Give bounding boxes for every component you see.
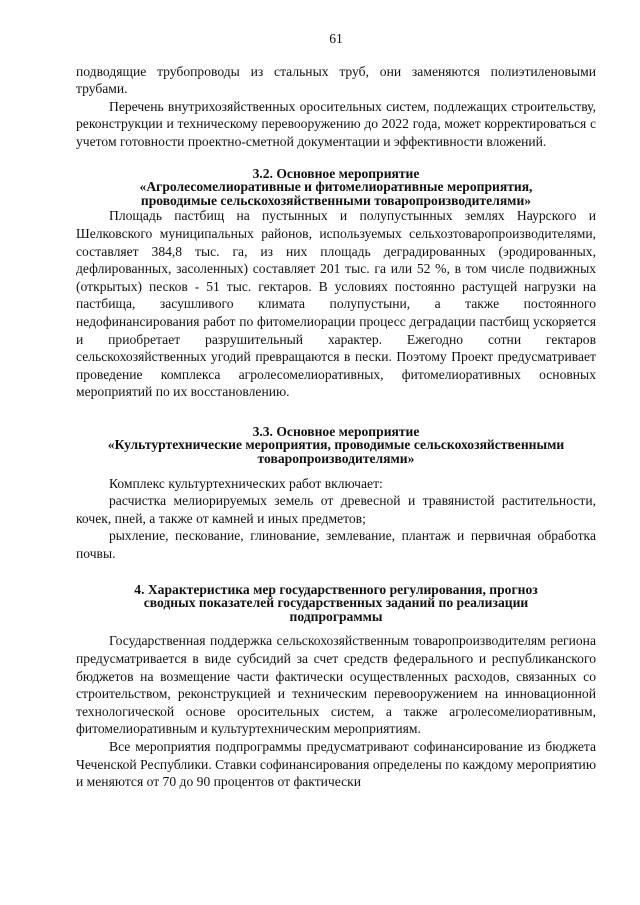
section-4-paragraph-1: Государственная поддержка сельскохозяйственным товаропроизводителям региона предусматривается в виде субсидий за счет средств федерального и республиканского бюджетов на возмещение части фактически осуществленных расходов, связанных со строительством, реконструкцией и техническим перевооружением на инновационной технологической основе оросительных систем, а также агролесомелиоративным, фитомелиоративным и культуртехническим мероприятиям. xyxy=(76,633,596,737)
section-3-3-paragraph-1: Комплекс культуртехнических работ включает: xyxy=(109,475,383,491)
section-3-3-heading-line2: «Культуртехнические мероприятия, проводимые сельскохозяйственными xyxy=(107,437,565,453)
section-3-2-heading xyxy=(76,167,596,208)
section-3-3-paragraph-2: расчистка мелиорируемых земель от древесной и травянистой растительности, кочек, пней, а также от камней и иных предметов; xyxy=(76,493,596,526)
section-4-heading-line2: сводных показателей государственных заданий по реализации xyxy=(143,595,529,611)
section-3-3-heading-line1: 3.3. Основное мероприятие xyxy=(252,423,420,439)
intro-paragraph-2: Перечень внутрихозяйственных оросительных систем, подлежащих строительству, реконструкции и техническому перевооружению до 2022 года, может корректироваться с учетом готовности проектно-сметной документации и эффективности вложений. xyxy=(76,98,596,149)
section-3-2-heading-line3: проводимые сельскохозяйственными товаропроизводителями» xyxy=(140,192,532,208)
section-4-paragraph-2: Все мероприятия подпрограммы предусматривают софинансирование из бюджета Чеченской Республики. Ставки софинансирования определены по каждому мероприятию и меняются от 70 до 90 процентов от фактически xyxy=(76,738,596,790)
intro-paragraph-1: подводящие трубопроводы из стальных труб, они заменяются полиэтиленовыми трубами. xyxy=(76,63,596,97)
section-3-3-heading-line3: товаропроизводителями» xyxy=(257,451,415,467)
section-3-2-heading-line2: «Агролесомелиоративные и фитомелиоративные мероприятия, xyxy=(139,179,533,195)
section-4-heading-line3: подпрограммы xyxy=(289,608,383,624)
section-3-2-paragraph: Площадь пастбищ на пустынных и полупустынных землях Наурского и Шелковского муниципальных районов, используемых сельхозтоваропроизводителями, составляет 384,8 тыс. га, из них площадь деградированных (эродированных, дефлированных, засоленных) составляет 201 тыс. га или 52 %, в том числе подвижных (открытых) песков - 51 тыс. гектаров. В условиях постоянно растущей нагрузки на пастбища, засушливого климата полупустыни, а также постоянного недофинансирования работ по фитомелиорации процесс деградации пастбищ ускоряется и приобретает разрушительный характер. Ежегодно сотни гектаров сельскохозяйственных угодий превращаются в пески. Поэтому Проект предусматривает проведение комплекса агролесомелиоративных, фитомелиоративных основных мероприятий по их восстановлению. xyxy=(76,208,596,400)
section-3-2-heading-line1: 3.2. Основное мероприятие xyxy=(252,165,420,181)
section-3-3-paragraph-3: рыхление, пескование, глинование, землевание, плантаж и первичная обработка почвы. xyxy=(76,528,596,562)
section-4-heading-line1: 4. Характеристика мер государственного регулирования, прогноз xyxy=(134,581,538,597)
page-number: 61 xyxy=(329,31,343,46)
section-4-heading xyxy=(76,583,596,624)
section-3-3-heading xyxy=(76,425,596,466)
